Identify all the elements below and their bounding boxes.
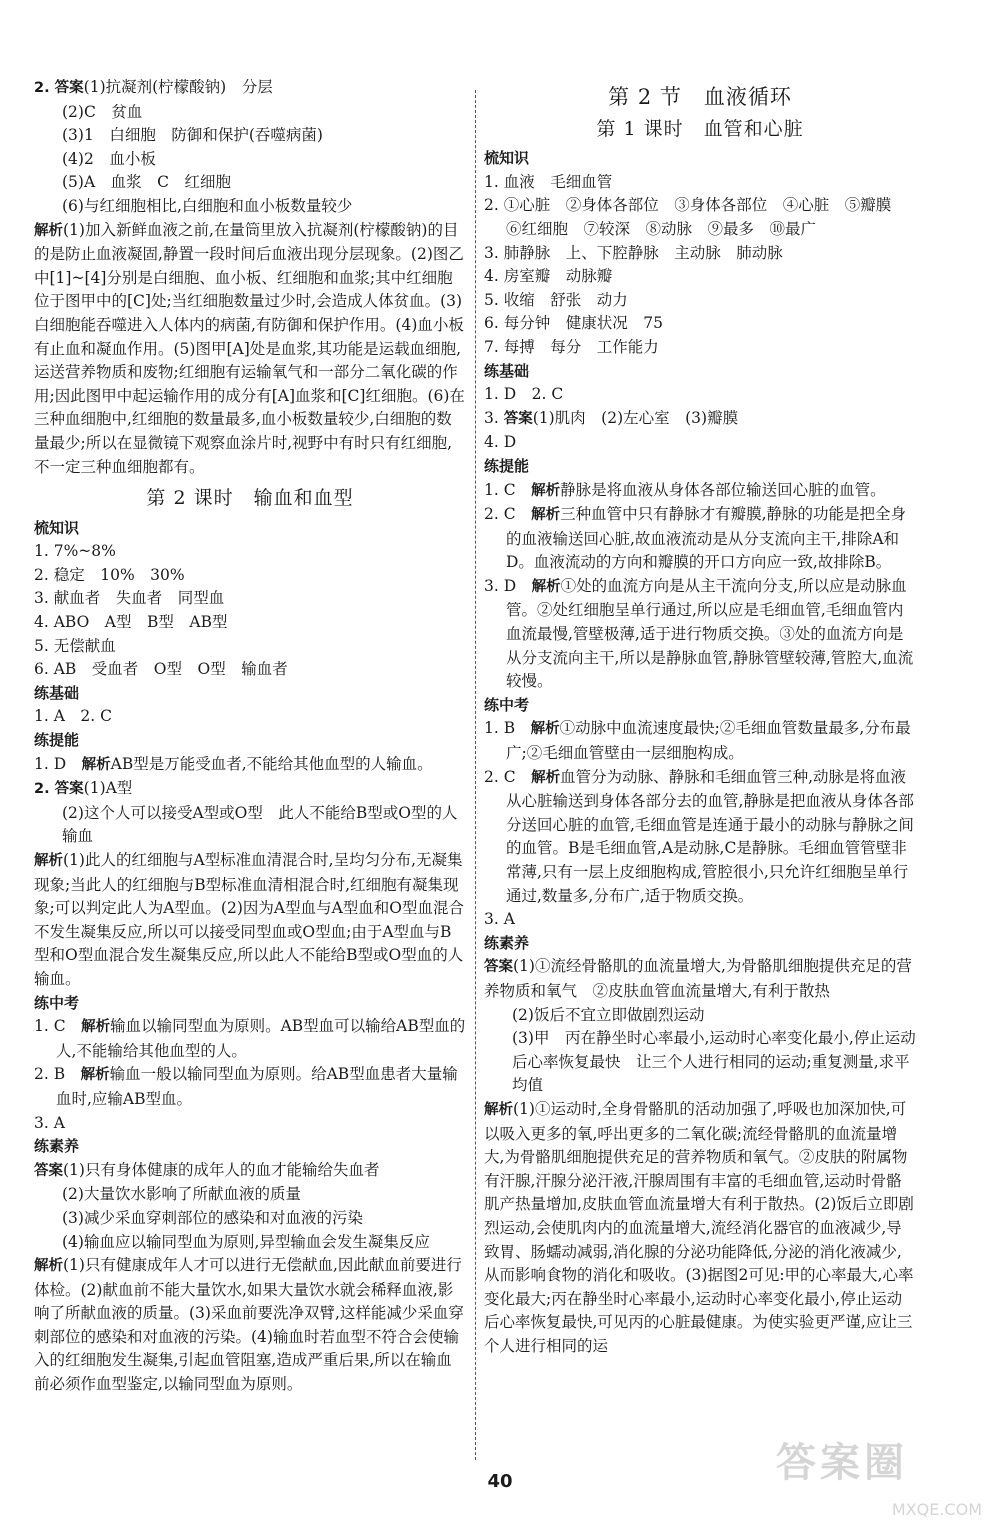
text-line — [484, 908, 916, 932]
text-content: 4. ABO A型 B型 AB型 — [34, 613, 228, 632]
text-line — [34, 1207, 466, 1231]
text-content: (3)1 白细胞 防御和保护(吞噬病菌) — [62, 126, 323, 145]
section-title — [34, 487, 466, 511]
text-content: 2. B — [34, 1065, 81, 1084]
text-line — [34, 195, 466, 219]
text-line — [34, 658, 466, 682]
text-content: 练素养 — [484, 933, 530, 952]
bold-label: 解析 — [34, 853, 63, 869]
page-number: 40 — [487, 1471, 513, 1492]
bold-label: 解析 — [80, 1067, 110, 1084]
text-content: 练素养 — [34, 1137, 80, 1156]
text-content: (1)肌肉 (2)左心室 (3)瓣膜 — [532, 408, 739, 427]
bold-label: 2. 答案 — [34, 80, 84, 96]
text-content: 第 1 课时 血管和心脏 — [596, 117, 804, 140]
text-content: 1. D 2. C — [484, 385, 564, 404]
text-line — [484, 955, 916, 1003]
text-line — [484, 407, 916, 432]
text-content: 1. D — [34, 754, 82, 773]
left-column — [34, 76, 466, 1397]
text-content: (6)与红细胞相比,白细胞和血小板数量较少 — [62, 196, 353, 215]
text-line — [34, 587, 466, 611]
text-line — [484, 575, 916, 694]
text-line — [484, 265, 916, 289]
text-content: 2. 稳定 10% 30% — [34, 565, 185, 584]
bold-label: 解析 — [531, 482, 561, 499]
text-content: 1. C — [34, 1017, 82, 1036]
subsection-heading — [34, 992, 466, 1016]
text-content: (1)只有健康成年人才可以进行无偿献血,因此献血前要进行体检。(2)献血前不能大量饮水,如果大量饮水就会稀释血液,影响了所献血液的质量。(3)采血前要洗净双臂,这样能减少采血穿刺部位的感染和对血液的污染。(4)输血时若血型不符合会使输入的红细胞发生凝集,引起血管阻塞,造成严重后果,所以在输血前必须作血型鉴定,以输同型血为原则。 — [34, 1256, 464, 1394]
text-content: 第 2 课时 输血和血型 — [146, 487, 354, 510]
text-content: 2. C — [484, 767, 532, 786]
text-content: 血管分为动脉、静脉和毛细血管三种,动脉是将血液从心脏输送到身体各部分去的血管,静脉是把血液从身体各部分送回心脏的血管,毛细血管是连通于最小的动脉与静脉之间的血管。B是毛细血管,A是动脉,C是静脉。毛细血管管壁非常薄,只有一层上皮细胞构成,管腔很小,只允许红细胞呈单行通过,数量多,分布广,适于物质交换。 — [506, 767, 914, 905]
text-content: 静脉是将血液从身体各部位输送回心脏的血管。 — [560, 480, 886, 499]
text-content: 梳知识 — [484, 149, 530, 168]
text-content: (2)这个人可以接受A型或O型 此人不能给B型或O型的人输血 — [62, 803, 458, 846]
text-content: (5)A 血浆 C 红细胞 — [62, 173, 232, 192]
text-line — [34, 849, 466, 992]
text-content: (1)抗凝剂(柠檬酸钠) 分层 — [83, 78, 273, 96]
text-line — [34, 1254, 466, 1397]
text-content: 1. B — [484, 719, 531, 738]
text-content: 5. 无偿献血 — [34, 636, 116, 655]
text-content: 练基础 — [34, 683, 80, 702]
section-title — [484, 86, 916, 110]
text-content: ①动脉中血流速度最快;②毛细血管数量最多,分布最广;②毛细血管壁由一层细胞构成。 — [506, 719, 911, 763]
text-content: 1. 血液 毛细血管 — [484, 172, 613, 191]
text-line — [484, 431, 916, 455]
text-content: (4)输血应以输同型血为原则,异型输血会发生凝集反应 — [62, 1232, 430, 1251]
text-line — [484, 1098, 916, 1359]
subsection-heading — [34, 729, 466, 753]
text-content: 练中考 — [484, 695, 530, 714]
subsection-heading — [484, 360, 916, 384]
text-line — [484, 503, 916, 575]
subsection-heading — [484, 694, 916, 718]
text-line — [34, 540, 466, 564]
text-content: 3. A — [34, 1113, 65, 1132]
right-column — [484, 76, 916, 1358]
bold-label: 解析 — [81, 756, 111, 773]
text-content: 6. AB 受血者 O型 O型 输血者 — [34, 660, 288, 679]
text-content: AB型是万能受血者,不能给其他血型的人输血。 — [110, 754, 433, 773]
text-line — [34, 76, 466, 101]
text-content: (3)减少采血穿刺部位的感染和对血液的污染 — [62, 1208, 363, 1227]
text-line — [34, 1015, 466, 1063]
subsection-heading — [484, 932, 916, 956]
text-content: (3)甲 丙在静坐时心率最小,运动时心率变化最小,停止运动后心率恢复最快 让三个人进行相同的运动;重复测量,求平均值 — [512, 1029, 916, 1095]
text-content: 练中考 — [34, 993, 80, 1012]
text-line — [484, 383, 916, 407]
text-content: 输血一般以输同型血为原则。给AB型血患者大量输血时,应输AB型血。 — [56, 1065, 458, 1108]
text-line — [484, 312, 916, 336]
watermark-text: 答案圈 — [776, 1440, 908, 1486]
text-content: ①处的血流方向是从主干流向分支,所以应是动脉血管。②处红细胞呈单行通过,所以应是毛细血管,毛细血管内血流最慢,管壁极薄,适于进行物质交换。③处的血流方向是从分支流向主干,所以是静脉血管,静脉管壁较薄,管腔大,血流较慢。 — [506, 576, 914, 691]
text-line — [484, 717, 916, 765]
bold-label: 答案 — [484, 959, 513, 976]
text-content: (1)只有身体健康的成年人的血才能输给失血者 — [63, 1160, 380, 1179]
text-line — [34, 635, 466, 659]
text-line — [34, 148, 466, 172]
text-content: 3. A — [484, 910, 515, 929]
subsection-heading — [34, 682, 466, 706]
text-content: 输血以输同型血为原则。AB型血可以输给AB型血的人,不能输给其他血型的人。 — [56, 1017, 466, 1060]
text-line — [34, 1231, 466, 1255]
text-content: 2. C — [484, 505, 532, 524]
text-content: 1. C — [484, 480, 532, 499]
text-line — [484, 766, 916, 909]
bold-label: 解析 — [484, 1101, 513, 1118]
text-content: 4. D — [484, 433, 517, 452]
subsection-heading — [484, 455, 916, 479]
text-content: 6. 每分钟 健康状况 75 — [484, 314, 663, 333]
text-content: 练提能 — [34, 731, 80, 750]
text-content: 练提能 — [484, 456, 530, 475]
text-content: (1)①流经骨骼肌的血流量增大,为骨骼肌细胞提供充足的营养物质和氧气 ②皮肤血管血流量增大,有利于散热 — [484, 957, 912, 1000]
text-content: 4. 房室瓣 动脉瓣 — [484, 267, 613, 286]
text-line — [34, 1183, 466, 1207]
text-line — [34, 611, 466, 635]
text-line — [34, 1112, 466, 1136]
bold-label: 解析 — [34, 222, 63, 239]
bold-label: 解析 — [81, 1019, 111, 1036]
text-content: (1)加入新鲜血液之前,在量筒里放入抗凝剂(柠檬酸钠)的目的是防止血液凝固,静置一段时间后血液出现分层现象。(2)图乙中[1]~[4]分别是白细胞、血小板、红细胞和血浆;其中红细胞位于图甲中的[C]处;当红细胞数量过少时,会造成人体贫血。(3)白细胞能吞噬进入人体内的病菌,有防御和保护作用。(4)血小板有止血和凝血作用。(5)图甲[A]处是血浆,其功能是运载血细胞,运送营养物质和废物;红细胞有运输氧气和一部分二氧化碳的作用;因此图甲中起运输作用的成分有[A]血浆和[C]红细胞。(6)在三种血细胞中,红细胞的数量最多,血小板数量较少,白细胞的数量最少;所以在显微镜下观察血涂片时,视野中有时只有红细胞,不一定三种血细胞都有。 — [34, 220, 465, 476]
bold-label: 解析 — [531, 507, 561, 524]
subsection-heading — [34, 1135, 466, 1159]
text-line — [34, 171, 466, 195]
text-line — [34, 802, 466, 849]
bold-label: 解析 — [531, 578, 561, 595]
text-line — [484, 1027, 916, 1098]
text-line — [34, 219, 466, 480]
text-line — [484, 242, 916, 266]
text-line — [34, 564, 466, 588]
text-content: 1. A 2. C — [34, 707, 112, 726]
column-divider — [475, 90, 476, 1460]
text-line — [484, 171, 916, 195]
text-content: 三种血管中只有静脉才有瓣膜,静脉的功能是把全身的血液输送回心脏,故血液流动是从分支流向主干,排除A和D。血液流动的方向和瓣膜的开口方向应一致,故排除B。 — [506, 505, 907, 572]
bold-label: 解析 — [34, 1258, 63, 1275]
text-content: (2)饭后不宜立即做剧烈运动 — [512, 1005, 705, 1024]
bold-label: 解析 — [531, 769, 561, 786]
text-content: 7. 每搏 每分 工作能力 — [484, 337, 659, 356]
text-content: (1)A型 — [83, 779, 133, 798]
text-line — [34, 753, 466, 778]
text-line — [34, 1159, 466, 1184]
subsection-heading — [484, 147, 916, 171]
text-content: 梳知识 — [34, 518, 80, 537]
text-line — [34, 705, 466, 729]
text-content: 3. 献血者 失血者 同型血 — [34, 589, 225, 608]
subsection-heading — [34, 517, 466, 541]
text-content: 2. ①心脏 ②身体各部位 ③身体各部位 ④心脏 ⑤瓣膜 ⑥红细胞 ⑦较深 ⑧动脉 ⑨最多 ⑩最广 — [484, 196, 907, 238]
text-content: 5. 收缩 舒张 动力 — [484, 290, 628, 309]
text-line — [484, 479, 916, 504]
text-line — [34, 124, 466, 148]
text-content: 3. — [484, 408, 504, 427]
text-line — [34, 101, 466, 125]
text-line — [34, 777, 466, 802]
text-content: (4)2 血小板 — [62, 149, 156, 168]
text-content: 1. 7%~8% — [34, 542, 116, 561]
text-line — [484, 336, 916, 360]
text-line — [34, 1063, 466, 1111]
text-content: (1)此人的红细胞与A型标准血清混合时,呈均匀分布,无凝集现象;当此人的红细胞与B型标准血清相混合时,红细胞有凝集现象;可以判定此人为A型血。(2)因为A型血与A型血和O型血混合不发生凝集反应,所以可以接受同型血或O型血;由于A型血与B型和O型血混合发生凝集反应,所以此人不能给B型或O型血的人输血。 — [34, 851, 464, 988]
text-line — [484, 1004, 916, 1028]
bold-label: 答案 — [34, 1162, 63, 1179]
text-line — [484, 289, 916, 313]
text-content: 练基础 — [484, 361, 530, 380]
watermark-url: MXQE.COM — [891, 1500, 982, 1520]
bold-label: 2. 答案 — [34, 781, 84, 798]
section-title — [484, 118, 916, 142]
bold-label: 解析 — [530, 721, 560, 738]
text-content: (2)大量饮水影响了所献血液的质量 — [62, 1185, 301, 1204]
watermark-logo — [776, 1440, 986, 1522]
bold-label: 答案 — [503, 410, 533, 427]
text-content: 3. 肺静脉 上、下腔静脉 主动脉 肺动脉 — [484, 243, 783, 262]
text-content: 3. D — [484, 576, 532, 595]
text-content: (2)C 贫血 — [62, 102, 143, 121]
text-content: 第 2 节 血液循环 — [608, 85, 792, 109]
text-content: (1)①运动时,全身骨骼肌的活动加强了,呼吸也加深加快,可以吸入更多的氧,呼出更多的二氧化碳;流经骨骼肌的血流量增大,为骨骼肌细胞提供充足的营养物质和氧气。②皮肤的附属物有汗腺,汗腺分泌汗液,汗腺周围有丰富的毛细血管,运动时骨骼肌产热量增加,皮肤血管血流量增大有利于散热。(2)饭后立即剧烈运动,会使肌肉内的血流量增大,流经消化器官的血液减少,导致胃、肠蠕动减弱,消化腺的分泌功能降低,分泌的消化液减少,从而影响食物的消化和吸收。(3)据图2可见:甲的心率最大,心率变化最大;丙在静坐时心率最小,运动时心率变化最小,停止运动后心率恢复最快,可见丙的心脏最健康。为使实验更严谨,应让三个人进行相同的运 — [484, 1099, 914, 1355]
text-line — [484, 194, 916, 241]
